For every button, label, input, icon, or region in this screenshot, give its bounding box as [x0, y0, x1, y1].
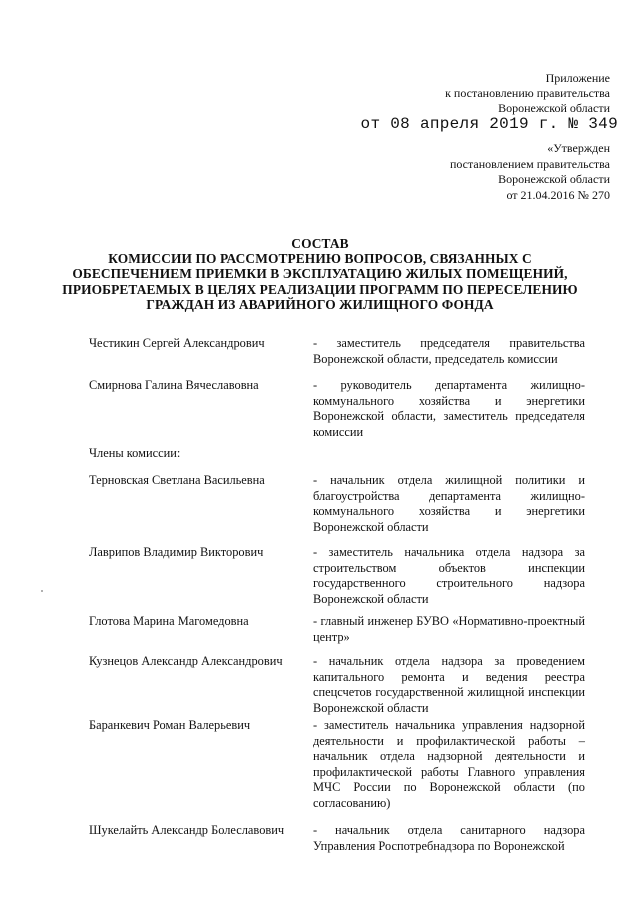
title-line: ПРИОБРЕТАЕМЫХ В ЦЕЛЯХ РЕАЛИЗАЦИИ ПРОГРАММ ПО ПЕРЕСЕЛЕНИЮ	[62, 281, 578, 297]
member-name: Шукелайть Александр Болеславович	[89, 823, 285, 837]
title-line: СОСТАВ	[291, 236, 349, 251]
member-name: Баранкевич Роман Валерьевич	[89, 718, 251, 732]
member-role: - начальник отдела санитарного надзора Управления Роспотребнадзора по Воронежской	[313, 823, 585, 853]
title-line: КОМИССИИ ПО РАССМОТРЕНИЮ ВОПРОСОВ, СВЯЗАННЫХ С	[108, 251, 532, 267]
member-name: Кузнецов Александр Александрович	[89, 654, 283, 668]
approval-line: от 21.04.2016 № 270	[506, 187, 610, 202]
document-title	[30, 236, 610, 312]
member-name: Лаврипов Владимир Викторович	[89, 545, 264, 559]
member-role: - главный инженер БУВО «Нормативно-проектный центр»	[313, 614, 585, 644]
appendix-block	[445, 71, 610, 116]
member-role: - заместитель председателя правительства Воронежской области, председатель комиссии	[313, 336, 585, 366]
approval-line: Воронежской области	[498, 172, 610, 186]
appendix-line: Приложение	[545, 71, 610, 85]
title-line: ОБЕСПЕЧЕНИЕМ ПРИЕМКИ В ЭКСПЛУАТАЦИЮ ЖИЛЫХ ПОМЕЩЕНИЙ,	[72, 266, 568, 282]
title-line: ГРАЖДАН ИЗ АВАРИЙНОГО ЖИЛИЩНОГО ФОНДА	[146, 296, 494, 312]
approval-line: «Утвержден	[547, 141, 610, 155]
appendix-line: к постановлению правительства	[445, 86, 610, 100]
appendix-line: Воронежской области	[498, 101, 610, 115]
members-label: Члены комиссии:	[89, 446, 181, 460]
approval-line: постановлением правительства	[449, 156, 610, 171]
member-name: Смирнова Галина Вячеславовна	[89, 378, 259, 392]
scan-speck	[41, 590, 43, 592]
member-role: - заместитель начальника управления надзорной деятельности и профилактической работы – начальник отдела надзорной деятельности и профилактической работы Главного управления МЧС России по Воронежской области (по согласованию)	[313, 718, 585, 810]
decree-reference: от 08 апреля 2019 г. № 349	[360, 115, 618, 133]
approval-block	[450, 141, 610, 203]
member-name: Честикин Сергей Александрович	[89, 336, 265, 350]
member-role: - руководитель департамента жилищно-коммунального хозяйства и энергетики Воронежской области, заместитель председателя комиссии	[313, 378, 585, 439]
member-role: - заместитель начальника отдела надзора за строительством объектов инспекции государственного строительного надзора Воронежской области	[313, 545, 585, 606]
member-role: - начальник отдела жилищной политики и благоустройства департамента жилищно-коммунального хозяйства и энергетики Воронежской области	[313, 473, 585, 534]
member-name: Терновская Светлана Васильевна	[89, 473, 265, 487]
member-role: - начальник отдела надзора за проведением капитального ремонта и ведения реестра спецсчетов государственной жилищной инспекции Воронежской области	[313, 654, 585, 715]
member-name: Глотова Марина Магомедовна	[89, 614, 249, 628]
